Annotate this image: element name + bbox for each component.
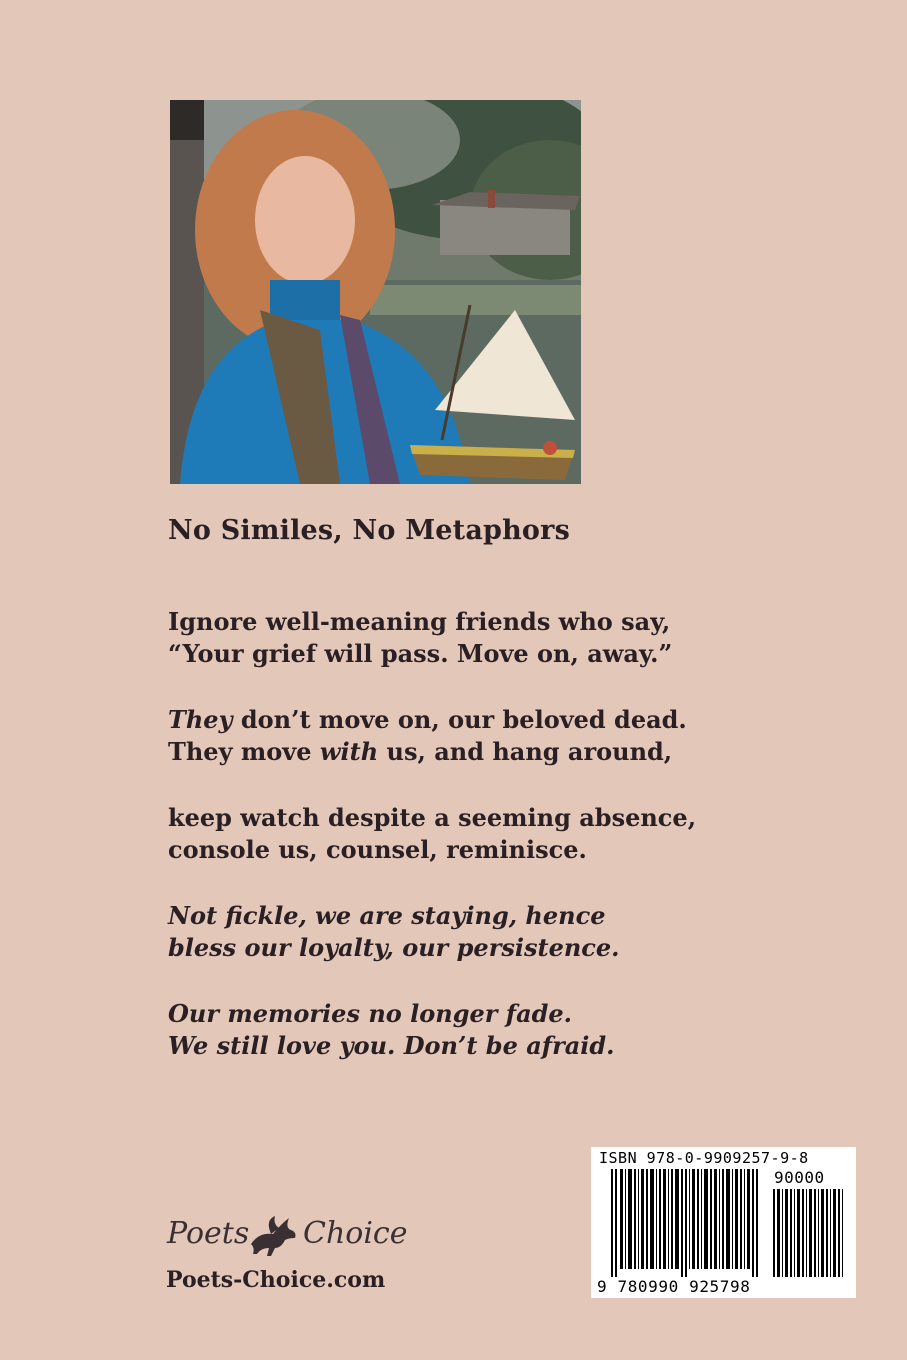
poem-line-rest: don’t move on, our beloved dead. [232,705,687,734]
publisher-logo [165,1212,408,1262]
poem-line: Ignore well-meaning friends who say, [168,607,671,636]
poem-line: We still love you. Don’t be afraid. [168,1031,615,1060]
poem-line: keep watch despite a seeming absence, [168,803,697,832]
logo-text-right: Choice [303,1216,408,1251]
isbn-barcode [591,1147,856,1298]
pegasus-icon [245,1214,301,1262]
poem-line: console us, counsel, reminisce. [168,835,587,864]
stanza-5 [168,998,808,1062]
addon-barcode-bars-icon [771,1189,851,1277]
stanza-3 [168,802,808,866]
poem-body [168,606,808,1096]
author-photo [170,100,581,484]
logo-text-left: Poets [167,1216,250,1251]
poem-title: No Similes, No Metaphors [168,515,570,546]
barcode-bars-icon [609,1169,769,1277]
poem-line [168,736,808,768]
poem-line-part: us, and hang around, [378,737,673,766]
poem-line: Our memories no longer fade. [168,999,573,1028]
poem-line: Not fickle, we are staying, hence [168,901,606,930]
emphasis: with [319,737,379,766]
emphasis: They [168,705,233,734]
stanza-4 [168,900,808,964]
poem-line: “Your grief will pass. Move on, away.” [168,639,673,668]
stanza-2 [168,704,808,768]
stanza-1 [168,606,808,670]
poem-line-part: They move [168,737,320,766]
isbn-label: ISBN 978-0-9909257-9-8 [599,1149,809,1167]
publisher-website[interactable]: Poets-Choice.com [166,1267,386,1293]
ean-digits: 9 780990 925798 [597,1277,751,1296]
price-code: 90000 [774,1168,825,1187]
poem-line: bless our loyalty, our persistence. [168,933,620,962]
poem-line [168,704,808,736]
